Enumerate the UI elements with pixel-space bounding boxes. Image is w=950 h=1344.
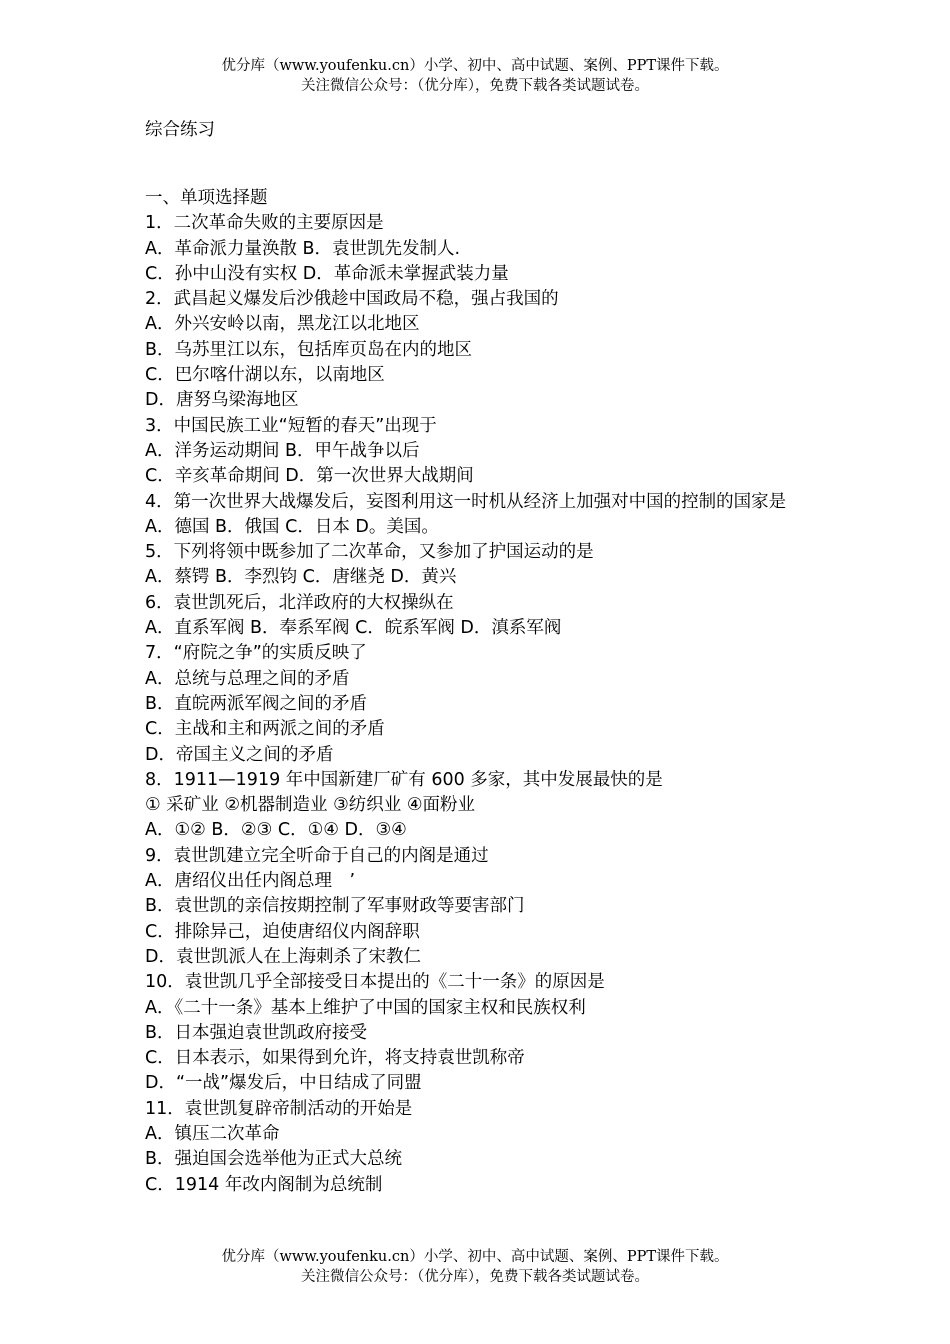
option-line: C．主战和主和两派之间的矛盾 [145, 719, 385, 740]
option-line: C．1914 年改内阁制为总统制 [145, 1174, 383, 1195]
option-line: A．总统与总理之间的矛盾 [145, 668, 350, 689]
option-line: C．日本表示，如果得到允许，将支持袁世凯称帝 [145, 1048, 525, 1069]
question-line: 1．二次革命失败的主要原因是 [145, 213, 384, 234]
option-line: A．洋务运动期间 B．甲午战争以后 [145, 440, 420, 461]
option-line: D．袁世凯派人在上海刺杀了宋教仁 [145, 946, 421, 967]
question-line: ① 采矿业 ②机器制造业 ③纺织业 ④面粉业 [145, 795, 476, 816]
option-line: B．乌苏里江以东，包括库页岛在内的地区 [145, 339, 473, 360]
section-heading: 一、单项选择题 [145, 188, 268, 208]
option-line: A．外兴安岭以南，黑龙江以北地区 [145, 314, 420, 335]
document-title: 综合练习 [145, 120, 215, 140]
option-line: A．直系军阀 B．奉系军阀 C．皖系军阀 D．滇系军阀 [145, 618, 562, 639]
option-line: C．孙中山没有实权 D．革命派未掌握武装力量 [145, 263, 509, 284]
option-line: B．袁世凯的亲信按期控制了军事财政等要害部门 [145, 896, 525, 917]
header-line-2: 关注微信公众号：（优分库），免费下载各类试题试卷。 [301, 78, 649, 94]
option-line: A．唐绍仪出任内阁总理 ’ [145, 871, 356, 892]
document-body [145, 186, 805, 1198]
option-line: B．日本强迫袁世凯政府接受 [145, 1022, 368, 1043]
question-line: 6．袁世凯死后，北洋政府的大权操纵在 [145, 592, 454, 613]
option-line: A．《二十一条》基本上维护了中国的国家主权和民族权利 [145, 997, 586, 1018]
header-line-1: 优分库（www.youfenku.cn）小学、初中、高中试题、案例、PPT课件下载。 [221, 58, 729, 74]
option-line: C．排除异己，迫使唐绍仪内阁辞职 [145, 921, 420, 942]
option-line: A．革命派力量涣散 B．袁世凯先发制人. [145, 238, 461, 259]
option-line: C．辛亥革命期间 D．第一次世界大战期间 [145, 466, 474, 487]
question-line: 5．下列将领中既参加了二次革命，又参加了护国运动的是 [145, 542, 594, 563]
question-line: 3．中国民族工业“短暂的春天”出现于 [145, 415, 437, 436]
page-header [0, 56, 950, 96]
option-line: D．唐努乌梁海地区 [145, 390, 299, 411]
question-line: 7．“府院之争”的实质反映了 [145, 643, 367, 664]
option-line: A．蔡锷 B．李烈钧 C．唐继尧 D．黄兴 [145, 567, 457, 588]
footer-line-1: 优分库（www.youfenku.cn）小学、初中、高中试题、案例、PPT课件下载。 [221, 1249, 729, 1265]
question-line: 9．袁世凯建立完全听命于自己的内阁是通过 [145, 845, 489, 866]
question-line: 10．袁世凯几乎全部接受日本提出的《二十一条》的原因是 [145, 972, 605, 993]
page-footer [0, 1247, 950, 1287]
option-line: A．德国 B．俄国 C．日本 D。美国。 [145, 516, 439, 537]
question-line: 8．1911—1919 年中国新建厂矿有 600 多家，其中发展最快的是 [145, 769, 663, 790]
option-line: B．强迫国会选举他为正式大总统 [145, 1149, 403, 1170]
option-line: A．①② B．②③ C．①④ D．③④ [145, 820, 407, 841]
option-line: D．“一战”爆发后，中日结成了同盟 [145, 1073, 422, 1094]
option-line: B．直皖两派军阀之间的矛盾 [145, 693, 368, 714]
question-line: 4．第一次世界大战爆发后，妄图利用这一时机从经济上加强对中国的控制的国家是 [145, 491, 787, 512]
question-line: 11．袁世凯复辟帝制活动的开始是 [145, 1098, 413, 1119]
footer-line-2: 关注微信公众号：（优分库），免费下载各类试题试卷。 [301, 1269, 649, 1285]
option-line: D．帝国主义之间的矛盾 [145, 744, 334, 765]
question-line: 2．武昌起义爆发后沙俄趁中国政局不稳，强占我国的 [145, 289, 559, 310]
option-line: C．巴尔喀什湖以东，以南地区 [145, 365, 385, 386]
option-line: A．镇压二次革命 [145, 1123, 280, 1144]
